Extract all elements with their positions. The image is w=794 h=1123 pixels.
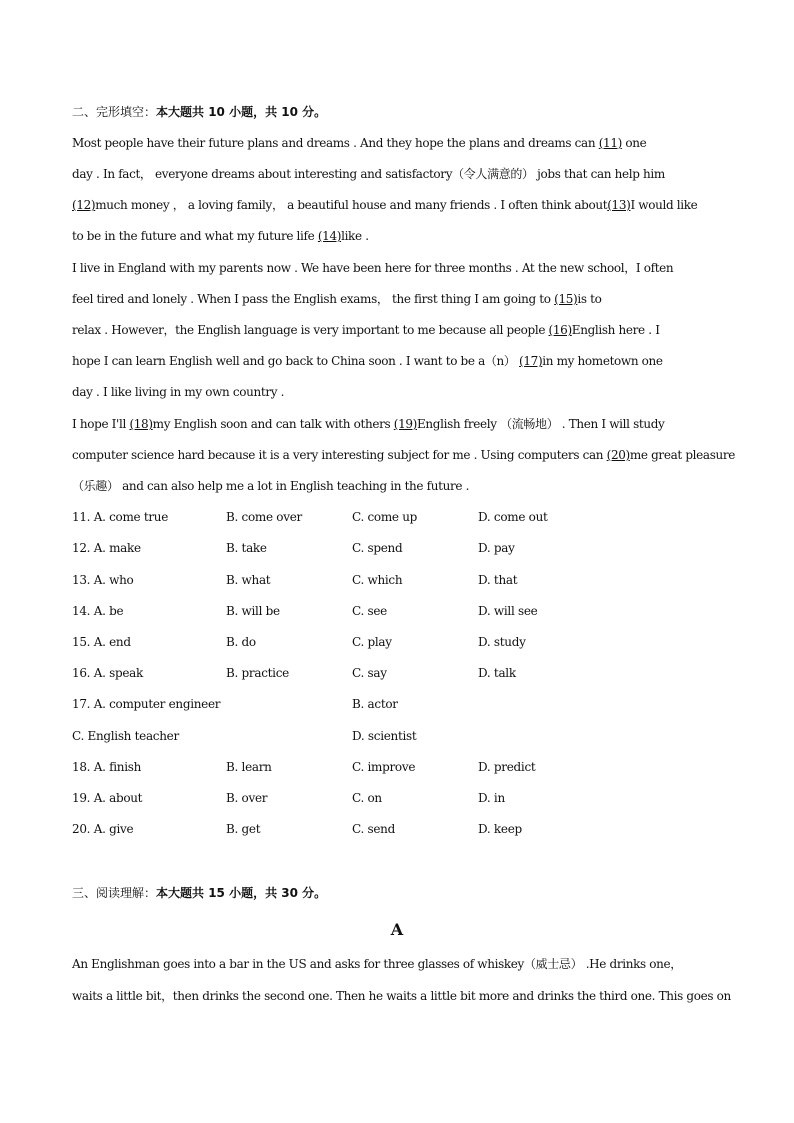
question-17: 17. A. computer engineer xyxy=(72,697,221,711)
passage-text: one xyxy=(621,136,647,150)
passage-a-line-2: waits a little bit，then drinks the second one. Then he waits a little bit more and drinks the third one. This goes on xyxy=(72,989,731,1003)
option-c: C. see xyxy=(352,604,387,618)
blank-17: (17) xyxy=(519,354,543,368)
passage-text: in my hometown one xyxy=(542,354,663,368)
passage-a-title: A xyxy=(390,920,404,939)
option-b: B. get xyxy=(226,822,261,836)
option-d: D. come out xyxy=(478,510,548,524)
passage-text: computer science hard because it is a very interesting subject for me . Using computers can xyxy=(72,448,607,462)
question-14: 14. A. be xyxy=(72,604,124,618)
passage-text: I hope I'll xyxy=(72,417,130,431)
option-b: B. come over xyxy=(226,510,302,524)
passage-line-3 xyxy=(72,197,697,213)
passage-text: is to xyxy=(577,292,602,306)
passage-text: much money ， a loving family， a beautiful house and many friends . I often think about xyxy=(95,198,608,212)
passage-text: hope I can learn English well and go back to China soon . I want to be a（n） xyxy=(72,354,520,368)
passage-line-9: day . I like living in my own country . xyxy=(72,385,285,399)
passage-text: me great pleasure xyxy=(629,448,736,462)
passage-text: English here . I xyxy=(571,323,660,337)
option-c: C. English teacher xyxy=(72,729,179,743)
question-12: 12. A. make xyxy=(72,541,141,555)
question-15: 15. A. end xyxy=(72,635,131,649)
question-19: 19. A. about xyxy=(72,791,143,805)
option-d: D. that xyxy=(478,573,518,587)
option-b: B. will be xyxy=(226,604,280,618)
passage-text: like . xyxy=(341,229,369,243)
option-c: C. spend xyxy=(352,541,403,555)
blank-18: (18) xyxy=(129,417,153,431)
option-b: B. learn xyxy=(226,760,272,774)
passage-line-8 xyxy=(72,353,663,369)
option-d: D. pay xyxy=(478,541,515,555)
passage-a-line-1: An Englishman goes into a bar in the US and asks for three glasses of whiskey（威士忌） .He drinks one， xyxy=(72,957,682,971)
passage-text: my English soon and can talk with others xyxy=(152,417,394,431)
option-c: C. improve xyxy=(352,760,416,774)
passage-text: relax . However，the English language is very important to me because all people xyxy=(72,323,549,337)
passage-line-11 xyxy=(72,447,735,463)
option-c: C. play xyxy=(352,635,392,649)
blank-15: (15) xyxy=(554,292,578,306)
passage-text: feel tired and lonely . When I pass the English exams， the first thing I am going to xyxy=(72,292,555,306)
passage-line-10 xyxy=(72,416,665,432)
option-b: B. practice xyxy=(226,666,289,680)
blank-16: (16) xyxy=(548,323,572,337)
passage-line-2: day . In fact， everyone dreams about interesting and satisfactory（令人满意的） jobs that can help him xyxy=(72,167,665,181)
option-d: D. will see xyxy=(478,604,538,618)
option-c: C. send xyxy=(352,822,395,836)
section3-heading-bold: 本大题共 15 小题，共 30 分。 xyxy=(156,886,327,900)
option-d: D. predict xyxy=(478,760,536,774)
question-18: 18. A. finish xyxy=(72,760,142,774)
blank-12: (12) xyxy=(72,198,96,212)
option-d: D. talk xyxy=(478,666,516,680)
passage-line-7 xyxy=(72,322,660,338)
blank-19: (19) xyxy=(393,417,417,431)
blank-13: (13) xyxy=(607,198,631,212)
passage-line-12: （乐趣） and can also help me a lot in English teaching in the future . xyxy=(72,479,470,493)
option-b: B. take xyxy=(226,541,267,555)
option-d: D. study xyxy=(478,635,526,649)
option-b: B. actor xyxy=(352,697,398,711)
passage-line-6 xyxy=(72,291,601,307)
option-c: C. come up xyxy=(352,510,418,524)
option-b: B. over xyxy=(226,791,268,805)
option-b: B. what xyxy=(226,573,271,587)
passage-text: to be in the future and what my future life xyxy=(72,229,318,243)
passage-line-1 xyxy=(72,135,646,151)
section3-heading xyxy=(72,885,326,901)
blank-20: (20) xyxy=(606,448,630,462)
blank-14: (14) xyxy=(317,229,342,243)
option-b: B. do xyxy=(226,635,256,649)
option-c: C. which xyxy=(352,573,403,587)
option-c: C. say xyxy=(352,666,387,680)
passage-text: English freely （流畅地） . Then I will study xyxy=(416,417,665,431)
section2-heading xyxy=(72,104,326,120)
passage-line-4 xyxy=(72,228,369,244)
section3-heading-prefix: 三、阅读理解： xyxy=(72,886,157,900)
section2-heading-prefix: 二、完形填空： xyxy=(72,105,157,119)
passage-text: Most people have their future plans and dreams . And they hope the plans and dreams can xyxy=(72,136,599,150)
question-13: 13. A. who xyxy=(72,573,134,587)
passage-line-5: I live in England with my parents now . We have been here for three months . At the new school，I often xyxy=(72,261,674,275)
option-c: C. on xyxy=(352,791,382,805)
option-d: D. in xyxy=(478,791,505,805)
question-20: 20. A. give xyxy=(72,822,134,836)
passage-text: I would like xyxy=(630,198,698,212)
option-d: D. keep xyxy=(478,822,522,836)
option-d: D. scientist xyxy=(352,729,417,743)
question-11: 11. A. come true xyxy=(72,510,169,524)
section2-heading-bold: 本大题共 10 小题，共 10 分。 xyxy=(156,105,327,119)
question-16: 16. A. speak xyxy=(72,666,143,680)
blank-11: (11) xyxy=(598,136,622,150)
